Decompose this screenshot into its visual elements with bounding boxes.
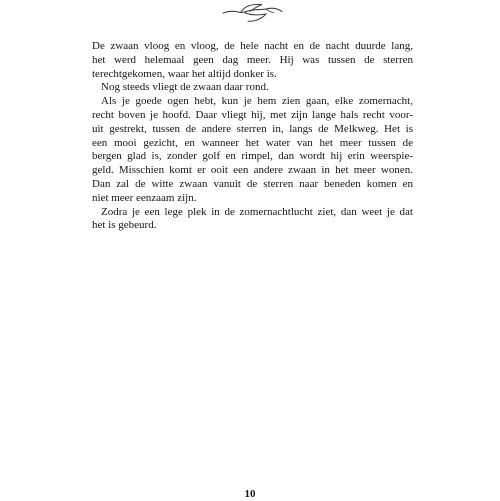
text-line: uit gestrekt, tussen de andere sterren in, langs de Melkweg. Het is <box>92 122 413 135</box>
text-line: Nog steeds vliegt de zwaan daar rond. <box>101 81 269 94</box>
text-line: Als je goede ogen hebt, kun je hem zien gaan, elke zomernacht, <box>101 95 413 108</box>
flying-swan-icon <box>221 3 283 23</box>
story-text <box>92 40 413 233</box>
text-line: het werd helemaal geen dag meer. Hij was tussen de sterren <box>92 53 413 66</box>
text-line: terechtgekomen, waar het altijd donker is. <box>92 67 277 80</box>
text-line: geld. Misschien komt er ooit een andere zwaan in het meer wonen. <box>92 164 413 177</box>
text-line: niet meer eenzaam zijn. <box>92 191 197 204</box>
page-number: 10 <box>244 488 256 500</box>
text-line: een mooi gezicht, en wanneer het water van het meer tussen de <box>92 136 413 149</box>
text-line: Zodra je een lege plek in de zomernachtlucht ziet, dan weet je dat <box>101 205 413 218</box>
text-line: Dan zal de witte zwaan vanuit de sterren naar beneden komen en <box>92 177 413 190</box>
text-line: bergen glad is, zonder golf en rimpel, dan wordt hij erin weerspie- <box>92 150 413 163</box>
text-line: het is gebeurd. <box>92 219 157 232</box>
text-line: De zwaan vloog en vloog, de hele nacht en de nacht duurde lang, <box>92 40 413 52</box>
text-line: recht boven je hoofd. Daar vliegt hij, met zijn lange hals recht voor- <box>92 108 413 121</box>
